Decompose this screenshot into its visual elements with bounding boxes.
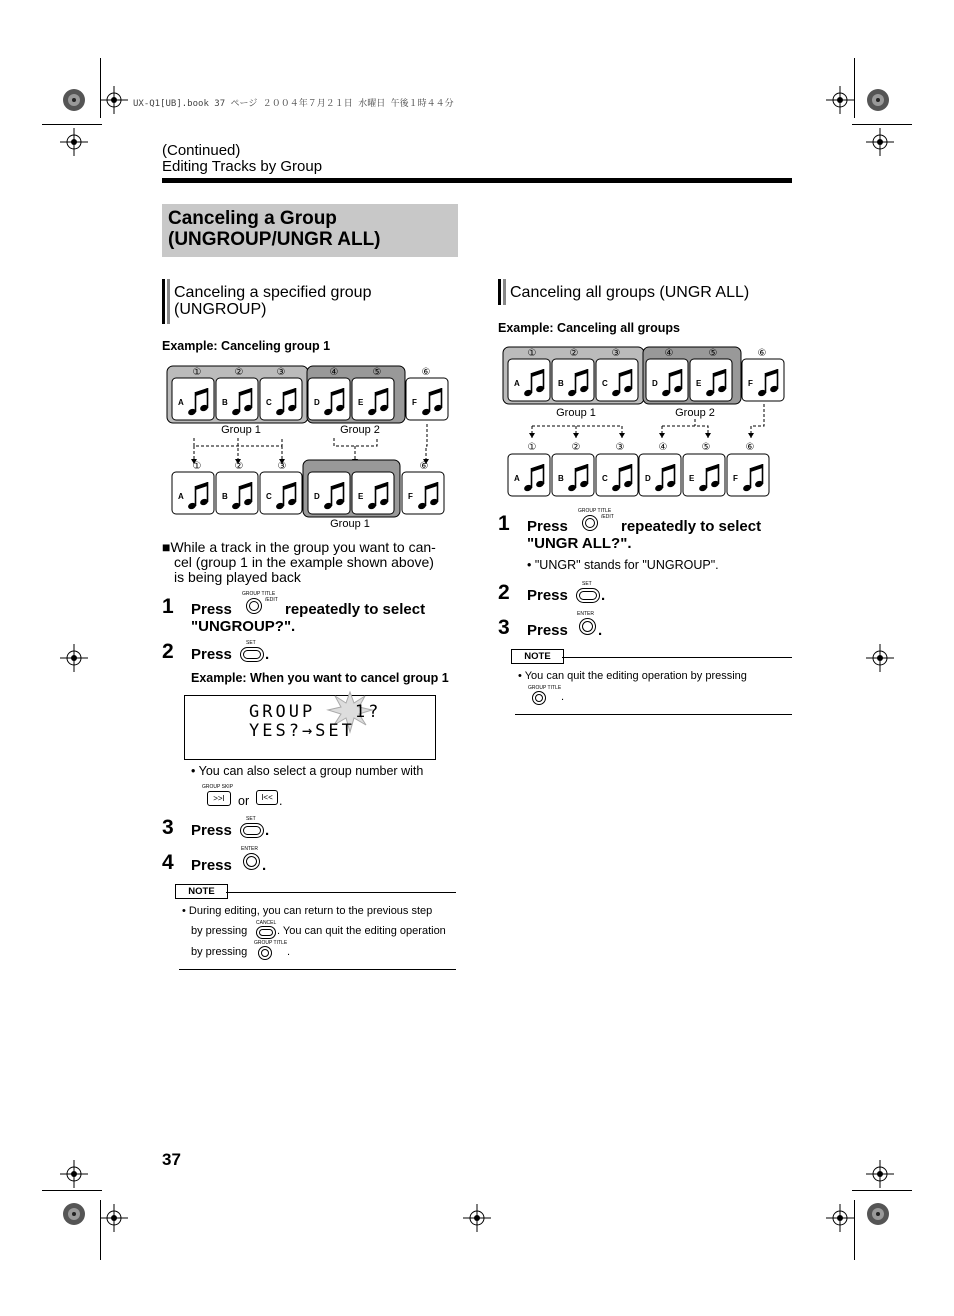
track-card — [683, 454, 725, 496]
arrowhead-icon — [659, 433, 665, 438]
step-press-label: Press — [191, 601, 232, 618]
group-title-edit-button[interactable] — [532, 691, 546, 705]
track-letter: F — [412, 398, 417, 407]
track-letter: C — [266, 398, 272, 407]
track-card — [596, 359, 638, 401]
step-number: 1 — [162, 595, 174, 618]
group1-label: Group 1 — [556, 407, 596, 419]
set-button[interactable] — [240, 823, 264, 838]
track-marker: ③ — [277, 461, 287, 472]
condition-line3: is being played back — [174, 569, 301, 585]
track-letter: B — [222, 492, 228, 501]
left-heading-line2: (UNGROUP) — [174, 301, 267, 318]
heading-bar — [503, 279, 506, 305]
track-marker: ⑤ — [701, 442, 711, 453]
set-button[interactable] — [576, 588, 600, 603]
step-number: 3 — [162, 816, 174, 839]
track-letter: A — [178, 398, 184, 407]
track-marker: ③ — [611, 348, 621, 359]
period: . — [601, 587, 606, 604]
track-marker: ⑤ — [708, 348, 718, 359]
registration-mark-icon — [866, 88, 890, 112]
group-title-edit-button[interactable] — [258, 946, 272, 960]
left-heading — [174, 284, 371, 318]
period: . — [265, 822, 270, 839]
crosshair-icon — [866, 1160, 894, 1188]
condition-line1: ■While a track in the group you want to can- — [162, 539, 436, 555]
ungroup-diagram — [162, 360, 462, 535]
condition-text — [162, 540, 436, 585]
button-caption: SET — [582, 581, 592, 587]
note-rule — [562, 657, 792, 658]
track-letter: E — [689, 474, 695, 483]
track-card — [172, 472, 214, 514]
registration-mark-icon — [62, 1202, 86, 1226]
right-note-line1: • You can quit the editing operation by pressing — [518, 670, 747, 682]
track-card — [552, 359, 594, 401]
crosshair-icon — [463, 1204, 491, 1232]
ungr-note: • "UNGR" stands for "UNGROUP". — [527, 558, 719, 572]
left-example-label: Example: Canceling group 1 — [162, 339, 331, 353]
track-marker: ④ — [664, 348, 674, 359]
crosshair-icon — [866, 128, 894, 156]
period: . — [279, 794, 283, 808]
group-title-edit-button[interactable] — [582, 515, 598, 531]
crosshair-icon — [866, 644, 894, 672]
group1-after-label: Group 1 — [330, 518, 370, 530]
track-card — [352, 378, 394, 420]
track-card — [406, 378, 448, 420]
heading-bar — [167, 279, 170, 324]
button-caption-sub: /EDIT — [601, 514, 614, 520]
button-caption: ENTER — [577, 611, 594, 617]
note-rule-bottom — [515, 714, 792, 715]
track-marker: ① — [192, 461, 202, 472]
heading-bar — [498, 279, 501, 305]
button-caption: SET — [246, 816, 256, 822]
track-letter: A — [514, 474, 520, 483]
title-line2: (UNGROUP/UNGR ALL) — [168, 229, 381, 250]
right-heading: Canceling all groups (UNGR ALL) — [510, 284, 750, 301]
track-marker: ② — [234, 461, 244, 472]
step-number: 1 — [498, 512, 510, 535]
track-marker: ⑥ — [421, 367, 431, 378]
note-line2a: by pressing — [191, 925, 248, 937]
period: . — [598, 622, 603, 639]
track-card — [216, 378, 258, 420]
registration-mark-icon — [866, 1202, 890, 1226]
step-number: 4 — [162, 851, 174, 874]
track-letter: A — [514, 379, 520, 388]
track-marker: ② — [571, 442, 581, 453]
step-press-label: Press — [527, 587, 568, 604]
display-line2: YES?→SET — [249, 721, 355, 741]
crosshair-icon — [60, 1160, 88, 1188]
crosshair-icon — [826, 1204, 854, 1232]
track-card — [742, 359, 784, 401]
track-letter: A — [178, 492, 184, 501]
arrowhead-icon — [748, 433, 754, 438]
button-caption: GROUP TITLE — [578, 508, 612, 514]
arrowhead-icon — [529, 433, 535, 438]
track-marker: ④ — [329, 367, 339, 378]
track-card — [172, 378, 214, 420]
step-action: repeatedly to select — [285, 601, 426, 618]
step-action: repeatedly to select — [621, 518, 762, 535]
track-card — [690, 359, 732, 401]
arrowhead-icon — [619, 433, 625, 438]
track-letter: C — [266, 492, 272, 501]
track-marker: ④ — [658, 442, 668, 453]
track-card — [596, 454, 638, 496]
button-caption: CANCEL — [256, 920, 277, 926]
track-letter: E — [358, 492, 364, 501]
button-caption-sub: /EDIT — [265, 597, 278, 603]
note-line1: • During editing, you can return to the previous step — [182, 905, 433, 917]
enter-button[interactable] — [579, 618, 596, 635]
track-letter: E — [358, 398, 364, 407]
track-card — [727, 454, 769, 496]
track-marker: ① — [192, 367, 202, 378]
crosshair-icon — [60, 644, 88, 672]
button-caption: GROUP TITLE — [242, 591, 276, 597]
track-marker: ② — [569, 348, 579, 359]
track-marker: ⑥ — [757, 348, 767, 359]
track-letter: B — [558, 474, 564, 483]
note-label: NOTE — [511, 649, 564, 664]
track-letter: F — [748, 379, 753, 388]
step-press-label: Press — [527, 622, 568, 639]
group-skip-next-button[interactable]: >>I — [207, 791, 231, 806]
connector-line — [426, 424, 427, 464]
page-number: 37 — [162, 1150, 181, 1169]
track-letter: F — [408, 492, 413, 501]
track-letter: D — [652, 379, 658, 388]
group2-label: Group 2 — [675, 407, 715, 419]
track-card — [552, 454, 594, 496]
period: . — [287, 946, 291, 958]
section-label: Editing Tracks by Group — [162, 158, 323, 175]
track-card — [646, 359, 688, 401]
track-marker: ⑤ — [372, 367, 382, 378]
track-marker: ⑥ — [745, 442, 755, 453]
period: . — [262, 857, 267, 874]
step-number: 2 — [162, 640, 174, 663]
crosshair-icon — [826, 86, 854, 114]
track-marker: ② — [234, 367, 244, 378]
track-letter: F — [733, 474, 738, 483]
crosshair-icon — [100, 1204, 128, 1232]
period: . — [265, 646, 270, 663]
track-letter: C — [602, 474, 608, 483]
track-card — [216, 472, 258, 514]
header-rule — [162, 178, 792, 183]
ungroup-all-diagram — [498, 342, 798, 502]
connector-line — [662, 426, 708, 438]
track-card — [308, 378, 350, 420]
button-caption: GROUP TITLE — [528, 685, 562, 691]
continued-label: (Continued) — [162, 142, 241, 159]
track-letter: D — [314, 398, 320, 407]
step2-example: Example: When you want to cancel group 1 — [191, 671, 449, 685]
step-press-label: Press — [191, 646, 232, 663]
enter-button[interactable] — [243, 853, 260, 870]
track-letter: D — [314, 492, 320, 501]
step-value: "UNGROUP?". — [191, 618, 296, 635]
button-caption: ENTER — [241, 846, 258, 852]
arrowhead-icon — [705, 433, 711, 438]
file-meta-line: UX-Q1[UB].book 37 ページ ２００４年７月２１日 水曜日 午後１時４４分 — [133, 99, 454, 109]
track-card — [508, 359, 550, 401]
note-line3a: by pressing — [191, 946, 248, 958]
track-letter: D — [645, 474, 651, 483]
track-card — [508, 454, 550, 496]
step-value: "UNGR ALL?". — [527, 535, 632, 552]
right-example-label: Example: Canceling all groups — [498, 321, 680, 335]
or-text: or — [238, 794, 250, 808]
display-line1: GROUP 1? — [249, 702, 382, 722]
note-rule — [226, 892, 456, 893]
also-note: • You can also select a group number with — [191, 764, 424, 778]
track-marker: ⑥ — [419, 461, 429, 472]
track-marker: ③ — [276, 367, 286, 378]
cancel-button[interactable] — [256, 926, 276, 939]
track-marker: ③ — [615, 442, 625, 453]
track-card — [352, 472, 394, 514]
track-marker: ① — [527, 442, 537, 453]
title-line1: Canceling a Group — [168, 208, 337, 229]
condition-line2: cel (group 1 in the example shown above) — [174, 554, 434, 570]
track-card — [260, 378, 302, 420]
registration-mark-icon — [62, 88, 86, 112]
crosshair-icon — [60, 128, 88, 156]
button-caption: SET — [246, 640, 256, 646]
crosshair-icon — [100, 86, 128, 114]
track-card — [639, 454, 681, 496]
step-press-label: Press — [191, 822, 232, 839]
track-card — [260, 472, 302, 514]
group2-label: Group 2 — [340, 424, 380, 436]
track-letter: B — [222, 398, 228, 407]
step-number: 3 — [498, 616, 510, 639]
track-card — [308, 472, 350, 514]
page-title — [162, 204, 458, 257]
connector-line — [334, 438, 377, 446]
note-rule-bottom — [179, 969, 456, 970]
step-press-label: Press — [191, 857, 232, 874]
period: . — [561, 691, 565, 703]
track-letter: C — [602, 379, 608, 388]
group-title-edit-button[interactable] — [246, 598, 262, 614]
left-heading-line1: Canceling a specified group — [174, 284, 372, 301]
set-button[interactable] — [240, 647, 264, 662]
step-number: 2 — [498, 581, 510, 604]
track-marker: ① — [527, 348, 537, 359]
track-letter: B — [558, 379, 564, 388]
heading-bar — [162, 279, 165, 324]
arrowhead-icon — [573, 433, 579, 438]
button-caption: GROUP TITLE — [254, 940, 288, 946]
group-skip-prev-button[interactable]: I<< — [256, 790, 278, 805]
connector-line — [751, 404, 764, 438]
button-caption: GROUP SKIP — [202, 784, 234, 790]
track-letter: E — [696, 379, 702, 388]
note-label: NOTE — [175, 884, 228, 899]
track-card — [402, 472, 444, 514]
group1-label: Group 1 — [221, 424, 261, 436]
note-line2b: . You can quit the editing operation — [277, 925, 446, 937]
step-press-label: Press — [527, 518, 568, 535]
